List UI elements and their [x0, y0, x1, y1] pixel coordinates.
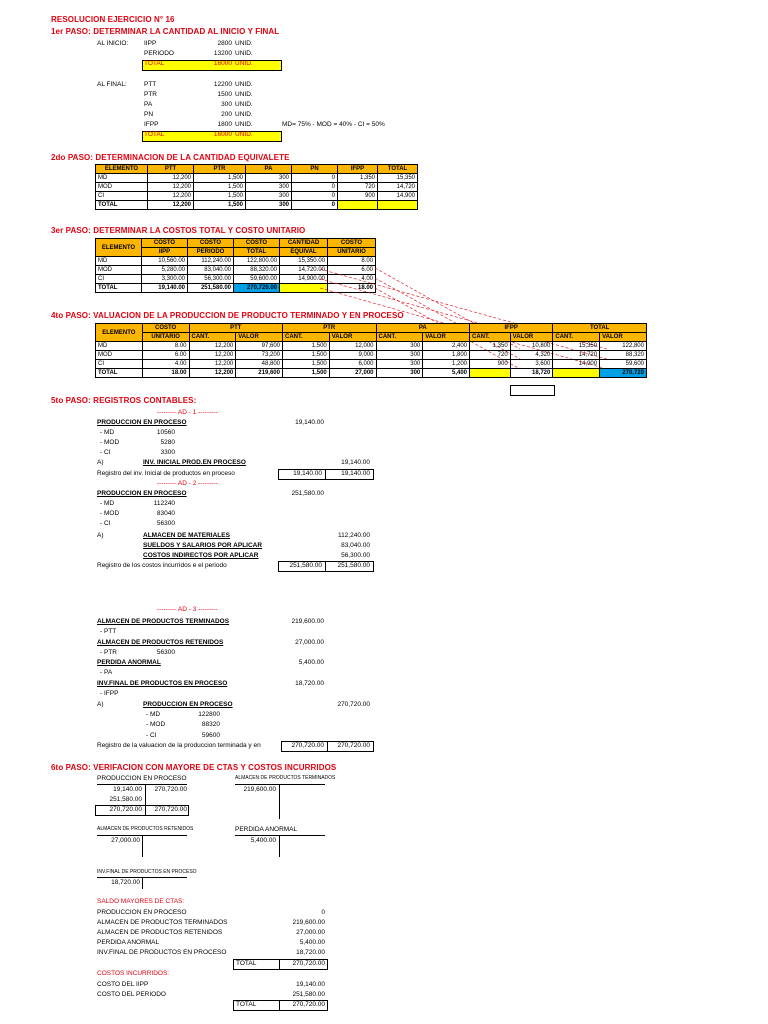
cell: 300 — [376, 360, 423, 369]
step3-heading: 3er PASO: DETERMINAR LA COSTOS TOTAL Y COSTO UNITARIO — [51, 226, 306, 235]
col-header: CANT. — [553, 333, 600, 342]
cell: MD — [96, 257, 142, 266]
detail-value: 88320 — [201, 721, 220, 728]
cell: 14,720 — [378, 183, 418, 192]
ad3-title: --------- AD - 3 --------- — [157, 606, 218, 613]
ad3-debit-amount: 5,400.00 — [298, 659, 324, 666]
cell: 251,580.00 — [188, 284, 234, 293]
saldo-total-label: TOTAL — [236, 960, 257, 967]
col-header: CANT. — [283, 333, 330, 342]
ad3-total-credit: 270,720.00 — [337, 742, 370, 749]
cell: MOD — [96, 183, 148, 192]
col-header: VALOR — [236, 333, 283, 342]
detail-value: 56300 — [156, 520, 175, 527]
cell: MOD — [96, 266, 142, 275]
costo-value: 251,580.00 — [292, 991, 325, 998]
credit-marker: A) — [97, 701, 104, 708]
t-debit: 27,000.00 — [111, 837, 140, 844]
cell: 10,800 — [510, 342, 553, 351]
detail-label: - PTT — [100, 628, 117, 635]
col-header: VALOR — [423, 333, 470, 342]
inicio-qty: 13200 — [213, 50, 232, 57]
detail-label: - CI — [146, 732, 157, 739]
divider — [325, 469, 326, 479]
ad2-debit-account: PRODUCCION EN PROCESO — [97, 490, 187, 497]
ad2-debit-amount: 251,580.00 — [291, 490, 324, 497]
t-credit: 270,720.00 — [154, 786, 187, 793]
saldo-value: 219,600.00 — [292, 919, 325, 926]
ad3-debit-amount: 219,600.00 — [291, 618, 324, 625]
final-item: PTT — [144, 81, 157, 88]
cell: 300 — [376, 342, 423, 351]
cell: 14,900.00 — [280, 275, 328, 284]
saldo-label: INV.FINAL DE PRODUCTOS EN PROCESO — [97, 949, 227, 956]
col-header: VALOR — [600, 333, 647, 342]
inicio-unit: UNID. — [235, 40, 253, 47]
saldo-label: ALMACEN DE PRODUCTOS TERMINADOS — [97, 919, 228, 926]
cell: 12,200 — [189, 360, 236, 369]
detail-value: 10560 — [156, 429, 175, 436]
step5-heading: 5to PASO: REGISTROS CONTABLES: — [51, 396, 197, 405]
cell: 0 — [292, 183, 338, 192]
t-account-title: INV.FINAL DE PRODUCTOS EN PROCESO — [97, 869, 197, 875]
cell — [470, 369, 511, 378]
cell: 300 — [246, 183, 292, 192]
cell: 4.00 — [142, 360, 189, 369]
detail-value: 122800 — [198, 711, 220, 718]
saldo-value: 18,720.00 — [296, 949, 325, 956]
costos-total-label: TOTAL — [236, 1001, 257, 1008]
final-item: PTR — [144, 91, 157, 98]
col-header: EQUIVAL — [280, 248, 328, 257]
col-header: TOTAL — [553, 324, 647, 333]
cell: 18.00 — [328, 284, 376, 293]
cell: 300 — [246, 174, 292, 183]
final-label: AL FINAL: — [97, 81, 127, 88]
ad1-title: --------- AD - 1 --------- — [157, 409, 218, 416]
detail-label: - PA — [100, 669, 113, 676]
cell: 0 — [292, 201, 338, 210]
cell: 12,200 — [189, 369, 236, 378]
col-header: CANT. — [470, 333, 511, 342]
t-account-line — [97, 784, 187, 785]
final-unit: UNID. — [235, 121, 253, 128]
cell: 5,400 — [423, 369, 470, 378]
cell: 122,800 — [600, 342, 647, 351]
col-header: IFPP — [470, 324, 553, 333]
cell: 12,200 — [148, 174, 194, 183]
t-account-line — [142, 835, 143, 857]
detail-value: 3300 — [160, 449, 175, 456]
col-header: PTT — [189, 324, 283, 333]
cell: 9,000 — [329, 351, 376, 360]
col-header: IFPP — [338, 165, 378, 174]
cell: 10,560.00 — [142, 257, 188, 266]
col-header: COSTO — [328, 239, 376, 248]
cell: 300 — [246, 201, 292, 210]
ad1-credit-amount: 19,140.00 — [341, 459, 370, 466]
inicio-total-label: TOTAL — [144, 60, 165, 67]
cell: 12,200 — [148, 201, 194, 210]
col-header: PTR — [194, 165, 246, 174]
ad2-total-credit: 251,580.00 — [337, 562, 370, 569]
ad3-credit-amount: 270,720.00 — [337, 701, 370, 708]
detail-label: - PTR — [100, 649, 117, 656]
ad3-gloss: Registro de la valuacion de la produccion terminada y en — [97, 742, 261, 749]
cell: 1,500 — [194, 201, 246, 210]
detail-value: 56300 — [156, 649, 175, 656]
ad2-credit-account: ALMACEN DE MATERIALES — [143, 532, 230, 539]
ad2-title: --------- AD - 2 --------- — [157, 480, 218, 487]
cell: 270,720.00 — [234, 284, 280, 293]
cell: 27,000 — [329, 369, 376, 378]
col-header: PA — [246, 165, 292, 174]
table-row-total — [96, 369, 647, 378]
ad3-debit-account: ALMACEN DE PRODUCTOS RETENIDOS — [97, 639, 224, 646]
cell: 1,200 — [423, 360, 470, 369]
final-unit: UNID. — [235, 111, 253, 118]
ad1-total-debit: 19,140.00 — [293, 470, 322, 477]
col-header: CANTIDAD — [280, 239, 328, 248]
detail-value: 59600 — [201, 732, 220, 739]
credit-marker: A) — [97, 532, 104, 539]
ad1-debit-amount: 19,140.00 — [295, 419, 324, 426]
cell: 219,600 — [236, 369, 283, 378]
cell: 122,800.00 — [234, 257, 280, 266]
costos-total-value: 270,720.00 — [292, 1001, 325, 1008]
t-account-title: ALMACEN DE PRODUCTOS RETENIDOS — [97, 826, 194, 832]
inicio-total-unit: UNID. — [235, 60, 253, 67]
ad1-total-credit: 19,140.00 — [341, 470, 370, 477]
t-account-title: PRODUCCION EN PROCESO — [97, 775, 187, 782]
cell: 8.00 — [328, 257, 376, 266]
ad1-debit-account: PRODUCCION EN PROCESO — [97, 419, 187, 426]
saldo-title: SALDO MAYORES DE CTAS: — [97, 898, 185, 905]
divider — [325, 561, 326, 571]
inicio-label: AL INICIO: — [97, 40, 129, 47]
ad2-credit-amount: 83,040.00 — [341, 542, 370, 549]
table-row — [96, 342, 647, 351]
ad3-debit-amount: 18,720.00 — [295, 680, 324, 687]
final-item: PN — [144, 111, 154, 118]
ad3-total-debit: 270,720.00 — [291, 742, 324, 749]
cell: 4,320 — [510, 351, 553, 360]
col-header: COSTO — [142, 324, 189, 333]
ad3-debit-account: INV.FINAL DE PRODUCTOS EN PROCESO — [97, 680, 228, 687]
cell: 2,400 — [423, 342, 470, 351]
detail-value: 83040 — [156, 510, 175, 517]
percent-note: MD= 75% - MOD = 40% - CI = 50% — [282, 121, 385, 128]
t-account-title: PERDIDA ANORMAL — [235, 826, 298, 833]
cell: TOTAL — [96, 284, 142, 293]
cell: 12,200 — [189, 342, 236, 351]
cell: 12,000 — [329, 342, 376, 351]
cell: 15,350 — [553, 342, 600, 351]
cell: 0 — [292, 192, 338, 201]
cell: TOTAL — [96, 369, 143, 378]
cell: 270,720 — [600, 369, 647, 378]
final-item: IFPP — [144, 121, 159, 128]
costos-title: COSTOS INCURRIDOS: — [97, 970, 170, 977]
cell: 1,500 — [194, 192, 246, 201]
t-debit: 19,140.00 — [113, 786, 142, 793]
inicio-qty: 2800 — [217, 40, 232, 47]
ad1-credit-account: INV. INICIAL PROD.EN PROCESO — [143, 459, 246, 466]
final-unit: UNID. — [235, 81, 253, 88]
cell: 14,720.00 — [280, 266, 328, 275]
col-header: UNITARIO — [142, 333, 189, 342]
final-qty: 1800 — [217, 121, 232, 128]
step4-heading: 4to PASO: VALUACION DE LA PRODUCCION DE PRODUCTO TERMINADO Y EN PROCESO — [51, 311, 404, 320]
cell: MOD — [96, 351, 143, 360]
final-unit: UNID. — [235, 91, 253, 98]
cell: 12,200 — [189, 351, 236, 360]
cell: TOTAL — [96, 201, 148, 210]
empty-box — [510, 385, 555, 396]
inicio-item: IIPP — [144, 40, 157, 47]
final-unit: UNID. — [235, 101, 253, 108]
saldo-value: 5,400.00 — [299, 939, 325, 946]
ad2-credit-amount: 56,300.00 — [341, 552, 370, 559]
cell: 720 — [338, 183, 378, 192]
t-debit: 219,600.00 — [243, 786, 276, 793]
cell: 88,320 — [600, 351, 647, 360]
cell: 1,500 — [194, 183, 246, 192]
col-header: COSTO — [142, 239, 188, 248]
cell: 4.00 — [328, 275, 376, 284]
cell: 3,600 — [510, 360, 553, 369]
ad1-gloss: Registro del inv. Inicial de productos en proceso — [97, 470, 235, 477]
final-item: PA — [144, 101, 153, 108]
t-account-line — [142, 877, 143, 889]
col-header: UNITARIO — [328, 248, 376, 257]
cell: 15,350.00 — [280, 257, 328, 266]
col-header: COSTO — [188, 239, 234, 248]
cell: 88,320.00 — [234, 266, 280, 275]
detail-label: - MD — [100, 500, 115, 507]
t-debit: 18,720.00 — [111, 879, 140, 886]
ad3-debit-amount: 27,000.00 — [295, 639, 324, 646]
col-header: TOTAL — [378, 165, 418, 174]
costo-label: COSTO DEL PERIODO — [97, 991, 166, 998]
cell: 56,300.00 — [188, 275, 234, 284]
detail-label: - MOD — [100, 439, 120, 446]
t-total-credit: 270,720.00 — [154, 806, 187, 813]
cell: 14,720 — [553, 351, 600, 360]
cell: 14,900 — [553, 360, 600, 369]
cell: 83,040.00 — [188, 266, 234, 275]
step6-heading: 6to PASO: VERIFACION CON MAYORE DE CTAS Y COSTOS INCURRIDOS — [51, 763, 337, 772]
col-header: PA — [376, 324, 470, 333]
cell: 1,500 — [283, 360, 330, 369]
t-account-line — [279, 835, 280, 857]
credit-marker: A) — [97, 459, 104, 466]
ad3-credit-account: PRODUCCION EN PROCESO — [143, 701, 233, 708]
col-header: CANT. — [189, 333, 236, 342]
cell: 0 — [292, 174, 338, 183]
col-header: VALOR — [329, 333, 376, 342]
step1-heading: 1er PASO: DETERMINAR LA CANTIDAD AL INICIO Y FINAL — [51, 27, 280, 36]
cell: 1,500 — [283, 351, 330, 360]
saldo-value: 27,000.00 — [296, 929, 325, 936]
cell: 48,800 — [236, 360, 283, 369]
final-qty: 200 — [221, 111, 232, 118]
cell: 300 — [246, 192, 292, 201]
ad3-debit-account: PERDIDA ANORMAL — [97, 659, 161, 666]
t-account-line — [235, 835, 325, 836]
t-debit: 5,400.00 — [250, 837, 276, 844]
cell: 59,600 — [600, 360, 647, 369]
cell: 19,140.00 — [142, 284, 188, 293]
cell: 900 — [338, 192, 378, 201]
cell: 18,720 — [510, 369, 553, 378]
inicio-unit: UNID. — [235, 50, 253, 57]
t-account-line — [279, 784, 280, 819]
cell: 5,280.00 — [142, 266, 188, 275]
detail-label: - CI — [100, 520, 111, 527]
cell: 1,500 — [283, 369, 330, 378]
ad3-debit-account: ALMACEN DE PRODUCTOS TERMINADOS — [97, 618, 230, 625]
detail-label: - MOD — [100, 510, 120, 517]
table-row — [96, 351, 647, 360]
final-total-label: TOTAL — [144, 131, 165, 138]
detail-value: 5280 — [160, 439, 175, 446]
col-header: PERIODO — [188, 248, 234, 257]
col-header: ELEMENTO — [96, 324, 143, 342]
page-title: RESOLUCION EJERCICIO N° 16 — [51, 15, 175, 24]
col-header: PTT — [148, 165, 194, 174]
ad2-total-debit: 251,580.00 — [289, 562, 322, 569]
col-header: IIPP — [142, 248, 188, 257]
cell: 97,600 — [236, 342, 283, 351]
inicio-total-qty: 16000 — [213, 60, 232, 67]
cell: CI — [96, 360, 143, 369]
saldo-total-value: 270,720.00 — [292, 960, 325, 967]
cell: MD — [96, 174, 148, 183]
cell: MD — [96, 342, 143, 351]
cell: 14,900 — [378, 192, 418, 201]
ad2-credit-amount: 112,240.00 — [337, 532, 370, 539]
cell: 3,300.00 — [142, 275, 188, 284]
cell: 73,200 — [236, 351, 283, 360]
saldo-label: PERDIDA ANORMAL — [97, 939, 160, 946]
cell: 59,600.00 — [234, 275, 280, 284]
cell: 12,200 — [148, 183, 194, 192]
saldo-value: 0 — [321, 909, 325, 916]
cell: 720 — [470, 351, 511, 360]
cell: 18.00 — [142, 369, 189, 378]
detail-label: - MOD — [146, 721, 166, 728]
costo-label: COSTO DEL IIPP — [97, 981, 149, 988]
col-header: PN — [292, 165, 338, 174]
valuation-table — [95, 323, 647, 378]
final-qty: 1500 — [217, 91, 232, 98]
col-header: CANT. — [376, 333, 423, 342]
t-total-debit: 270,720.00 — [109, 806, 142, 813]
cell: 300 — [376, 351, 423, 360]
cell: 900 — [470, 360, 511, 369]
table-row — [96, 360, 647, 369]
cell: 1,800 — [423, 351, 470, 360]
cell: 8.00 — [142, 342, 189, 351]
detail-label: - IFPP — [100, 690, 119, 697]
cell: 1,500 — [283, 342, 330, 351]
col-header: TOTAL — [234, 248, 280, 257]
ad2-credit-account: COSTOS INDIRECTOS POR APLICAR — [143, 552, 259, 559]
ad2-gloss: Registro de los costos incurridos e el periodo — [97, 562, 227, 569]
final-qty: 12200 — [213, 81, 232, 88]
col-header: PTR — [283, 324, 377, 333]
cell: 12,200 — [148, 192, 194, 201]
final-total-unit: UNID. — [235, 131, 253, 138]
detail-label: - CI — [100, 449, 111, 456]
final-total-qty: 16000 — [213, 131, 232, 138]
col-header: ELEMENTO — [96, 239, 142, 257]
detail-label: - MD — [146, 711, 161, 718]
costo-value: 19,140.00 — [296, 981, 325, 988]
cell: 112,240.00 — [188, 257, 234, 266]
saldo-label: ALMACEN DE PRODUCTOS RETENIDOS — [97, 929, 223, 936]
ad2-credit-account: SUELDOS Y SALARIOS POR APLICAR — [143, 542, 263, 549]
detail-label: - MD — [100, 429, 115, 436]
detail-value: 112240 — [153, 500, 175, 507]
inicio-item: PERIODO — [144, 50, 174, 57]
t-debit: 251,580.00 — [109, 796, 142, 803]
cell: 1,350 — [338, 174, 378, 183]
t-account-title: ALMACEN DE PRODUCTOS TERMINADOS — [235, 775, 336, 781]
cell: 300 — [376, 369, 423, 378]
cell: 1,500 — [194, 174, 246, 183]
cell: CI — [96, 192, 148, 201]
col-header: ELEMENTO — [96, 165, 148, 174]
cell — [553, 369, 600, 378]
cell: 6.00 — [328, 266, 376, 275]
col-header: COSTO — [234, 239, 280, 248]
cell: 6.00 — [142, 351, 189, 360]
cell: CI — [96, 275, 142, 284]
final-qty: 300 — [221, 101, 232, 108]
col-header: VALOR — [510, 333, 553, 342]
cell: 6,000 — [329, 360, 376, 369]
cell: 1,350 — [470, 342, 511, 351]
step2-heading: 2do PASO: DETERMINACION DE LA CANTIDAD EQUIVALETE — [51, 153, 290, 162]
cell: 15,350 — [378, 174, 418, 183]
saldo-label: PRODUCCION EN PROCESO — [97, 909, 187, 916]
t-account-line — [235, 784, 325, 785]
